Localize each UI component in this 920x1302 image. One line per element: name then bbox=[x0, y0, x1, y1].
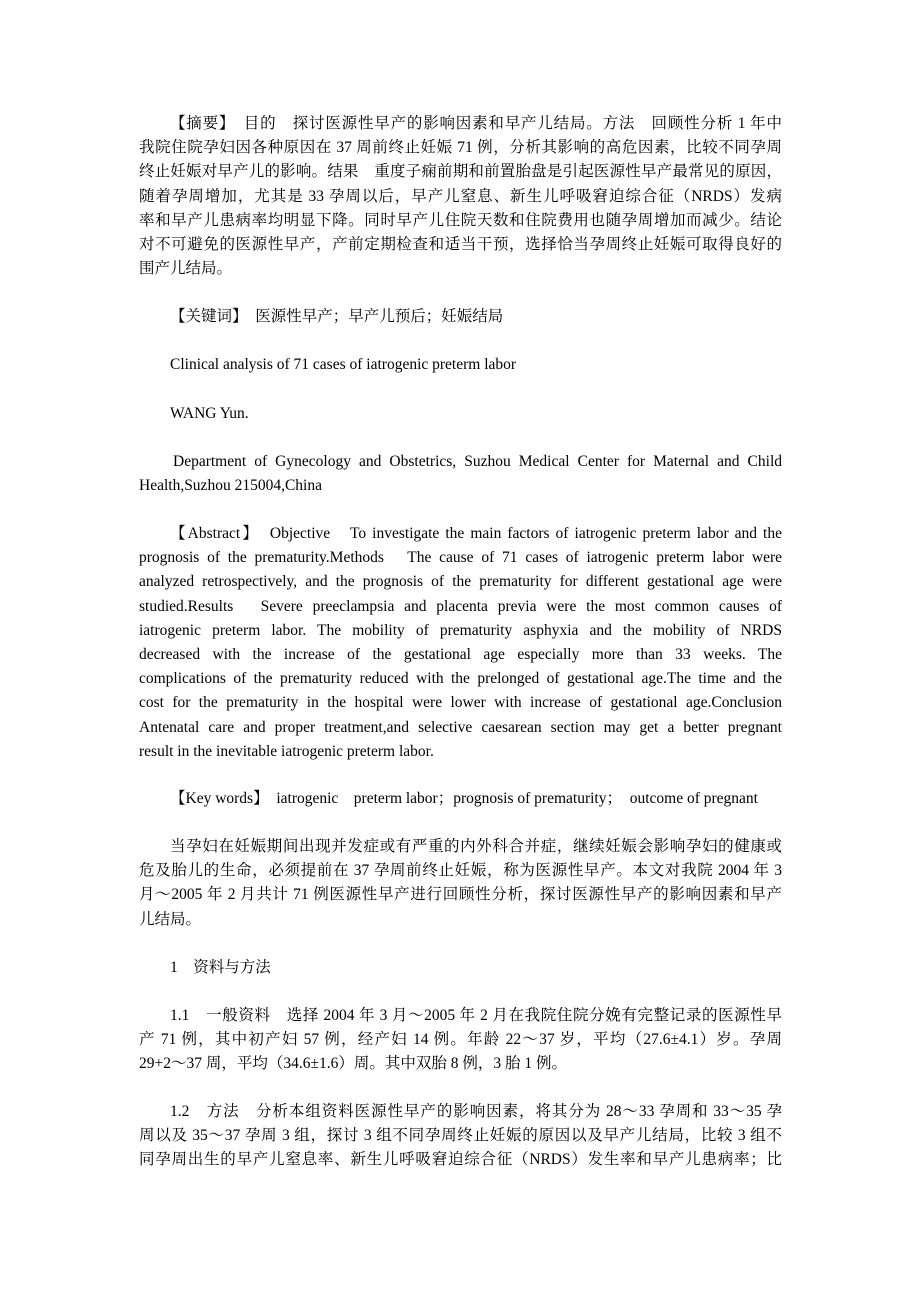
text-line: 对不可避免的医源性早产，产前定期检查和适当干预，选择恰当孕周终止妊娠可取得良好的 bbox=[139, 235, 782, 253]
chinese-keywords bbox=[139, 305, 782, 329]
text-line: 儿结局。 bbox=[139, 910, 202, 928]
text-line: 产 71 例，其中初产妇 57 例，经产妇 14 例。年龄 22～37 岁，平均（27.6±4.1）岁。孕周 bbox=[139, 1031, 782, 1049]
text-line: Department of Gynecology and Obstetrics, Suzhou Medical Center for Maternal and Child bbox=[173, 453, 782, 470]
text-line: 月～2005 年 2 月共计 71 例医源性早产进行回顾性分析，探讨医源性早产的影响因素和早产 bbox=[139, 886, 782, 904]
text-line: 危及胎儿的生命，必须提前在 37 孕周前终止妊娠，称为医源性早产。本文对我院 2004 年 3 bbox=[139, 862, 782, 880]
introduction bbox=[139, 835, 782, 932]
text-line: prognosis of the prematurity.Methods The cause of 71 cases of iatrogenic preterm labor were bbox=[139, 549, 782, 567]
text-line: 【Abstract】 Objective To investigate the main factors of iatrogenic preterm labor and the bbox=[170, 525, 782, 542]
keywords-line: 【关键词】 医源性早产；早产儿预后；妊娠结局 bbox=[170, 308, 504, 325]
text-line: studied.Results Severe preeclampsia and placenta previa were the most common causes of bbox=[139, 597, 782, 615]
text-line: 29+2～37 周，平均（34.6±1.6）周。其中双胎 8 例，3 胎 1 例。 bbox=[139, 1055, 567, 1073]
english-affiliation bbox=[139, 450, 782, 498]
text-line: 随着孕周增加，尤其是 33 孕周以后，早产儿窒息、新生儿呼吸窘迫综合征（NRDS）发病 bbox=[139, 187, 782, 205]
text-line: 【摘要】 目的 探讨医源性早产的影响因素和早产儿结局。方法 回顾性分析 1 年中 bbox=[170, 115, 782, 132]
english-keywords bbox=[139, 787, 809, 811]
text-line: 围产儿结局。 bbox=[139, 260, 233, 278]
heading-line: 1 资料与方法 bbox=[170, 959, 271, 976]
text-line: decreased with the increase of the gestational age especially more than 33 weeks. The bbox=[139, 645, 782, 663]
text-line: cost for the prematurity in the hospital were lower with increase of gestational age.Conclusion bbox=[139, 694, 782, 712]
english-title bbox=[139, 353, 782, 377]
chinese-abstract bbox=[139, 112, 782, 281]
author-line: WANG Yun. bbox=[170, 405, 249, 422]
text-line: result in the inevitable iatrogenic preterm labor. bbox=[139, 742, 434, 760]
text-line: Antenatal care and proper treatment,and selective caesarean section may get a better pregnant bbox=[139, 718, 782, 736]
text-line: iatrogenic preterm labor. The mobility of prematurity asphyxia and the mobility of NRDS bbox=[139, 621, 782, 639]
english-abstract bbox=[139, 522, 782, 764]
text-line: 终止妊娠对早产儿的影响。结果 重度子痫前期和前置胎盘是引起医源性早产最常见的原因， bbox=[139, 163, 782, 181]
text-line: 1.1 一般资料 选择 2004 年 3 月～2005 年 2 月在我院住院分娩有完整记录的医源性早 bbox=[170, 1007, 782, 1024]
text-line: 率和早产儿患病率均明显下降。同时早产儿住院天数和住院费用也随孕周增加而减少。结论 bbox=[139, 211, 782, 229]
english-author bbox=[139, 402, 782, 426]
text-line: 当孕妇在妊娠期间出现并发症或有严重的内外科合并症，继续妊娠会影响孕妇的健康或 bbox=[170, 838, 782, 855]
text-line: 我院住院孕妇因各种原因在 37 周前终止妊娠 71 例，分析其影响的高危因素，比较不同孕周 bbox=[139, 139, 782, 157]
section-heading bbox=[139, 956, 782, 980]
section-1-1 bbox=[139, 1004, 782, 1077]
text-line: 1.2 方法 分析本组资料医源性早产的影响因素，将其分为 28～33 孕周和 33～35 孕 bbox=[170, 1103, 782, 1120]
section-1-2 bbox=[139, 1100, 782, 1173]
keywords-line: 【Key words】 iatrogenic preterm labor；prognosis of prematurity； outcome of pregnant bbox=[170, 790, 758, 807]
text-line: Health,Suzhou 215004,China bbox=[139, 477, 322, 495]
text-line: complications of the prematurity reduced with the prelonged of gestational age.The time and the bbox=[139, 670, 782, 688]
text-line: 同孕周出生的早产儿窒息率、新生儿呼吸窘迫综合征（NRDS）发生率和早产儿患病率；比 bbox=[139, 1151, 782, 1169]
text-line: analyzed retrospectively, and the prognosis of the prematurity for different gestational age were bbox=[139, 573, 782, 591]
title-line: Clinical analysis of 71 cases of iatrogenic preterm labor bbox=[170, 356, 517, 373]
text-line: 周以及 35～37 孕周 3 组，探讨 3 组不同孕周终止妊娠的原因以及早产儿结局，比较 3 组不 bbox=[139, 1127, 782, 1145]
